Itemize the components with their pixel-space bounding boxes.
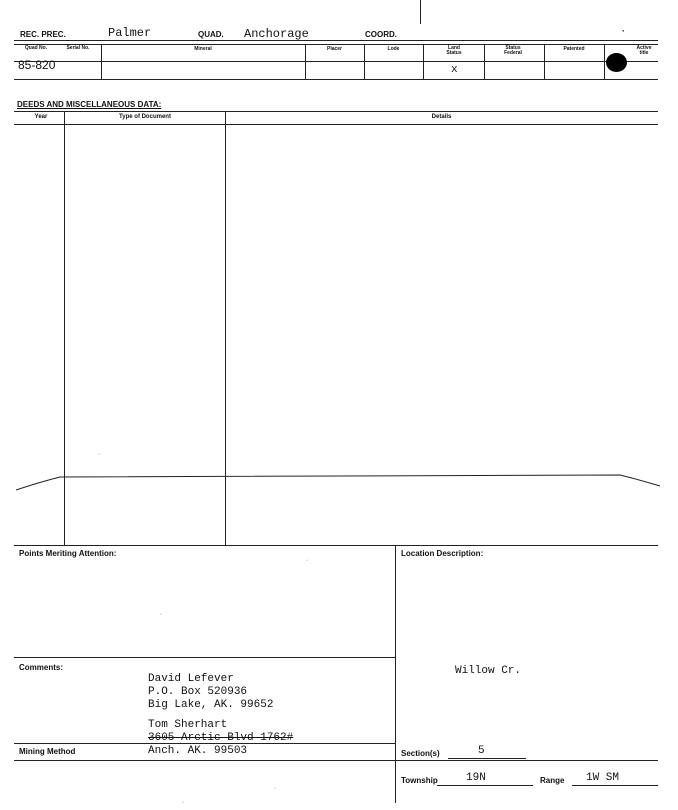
section-underline <box>448 758 526 759</box>
coord-label: COORD. <box>365 30 397 39</box>
township-value: 19N <box>466 772 486 784</box>
columns-bottom-rule <box>14 79 658 80</box>
comments-line: P.O. Box 520936 <box>148 686 248 698</box>
patented-label: Patented <box>563 46 585 52</box>
quad-label: QUAD. <box>198 30 224 39</box>
quad-value: Anchorage <box>244 27 309 41</box>
status-federal-label: Status Federal <box>504 45 522 56</box>
range-value: 1W SM <box>586 772 620 784</box>
rec-prec-label: REC. PREC. <box>20 30 66 39</box>
speck-mark: · <box>160 612 162 618</box>
active-title-label: Active title <box>636 45 652 56</box>
header-tick-mark: · <box>622 26 625 36</box>
speck-mark: · <box>182 800 184 806</box>
comments-top-rule <box>14 657 395 658</box>
fold-line <box>0 468 678 492</box>
deeds-header-rule <box>14 124 658 125</box>
header-rule <box>14 40 658 41</box>
speck-mark: · <box>98 452 100 458</box>
col-sep-7 <box>604 44 605 79</box>
deeds-section-title: DEEDS AND MISCELLANEOUS DATA: <box>17 100 162 109</box>
placer-label: Placer <box>326 46 342 52</box>
township-label: Township <box>401 776 438 785</box>
col-type-label: Type of Document <box>119 114 171 120</box>
serial-no-label: Serial No. <box>66 45 90 51</box>
comments-label: Comments: <box>19 663 64 672</box>
punch-mark-top <box>420 0 421 24</box>
range-underline <box>572 785 658 786</box>
col-year-label: Year <box>34 114 48 120</box>
col-sep-4 <box>423 44 424 79</box>
rec-prec-value: Palmer <box>108 26 152 40</box>
quad-serial-value: 85-820 <box>18 58 56 72</box>
deeds-bottom-rule <box>14 545 658 546</box>
speck-mark: · <box>306 558 308 564</box>
deeds-top-rule <box>14 111 658 112</box>
section-label: Section(s) <box>401 749 440 758</box>
col-details-label: Details <box>431 114 452 120</box>
punch-hole <box>606 53 627 72</box>
land-status-mark: x <box>451 64 458 76</box>
range-label: Range <box>540 776 565 785</box>
mining-method-top-rule <box>14 743 395 744</box>
comments-line: Tom Sherhart <box>148 719 228 731</box>
columns-top-rule <box>14 44 658 45</box>
quad-no-label: Quad No. <box>24 45 48 51</box>
section-value: 5 <box>478 745 485 757</box>
comments-line: Anch. AK. 99503 <box>148 745 248 757</box>
comments-line-struck: 3605 Arctic Blvd 1762# <box>148 732 294 744</box>
location-label: Location Description: <box>401 549 484 558</box>
points-label: Points Meriting Attention: <box>19 549 117 558</box>
speck-mark: · <box>274 786 276 792</box>
columns-mid-rule <box>14 61 658 62</box>
comments-line: David Lefever <box>148 673 234 685</box>
lower-divider <box>395 545 396 803</box>
location-value: Willow Cr. <box>455 665 522 677</box>
lode-label: Lode <box>387 46 400 52</box>
mining-method-bottom-rule <box>14 760 658 761</box>
mining-method-label: Mining Method <box>19 747 76 756</box>
mineral-label: Mineral <box>194 46 212 52</box>
col-sep-5 <box>484 44 485 79</box>
comments-line: Big Lake, AK. 99652 <box>148 699 274 711</box>
township-underline <box>437 785 533 786</box>
land-status-label: Land Status <box>446 45 462 56</box>
